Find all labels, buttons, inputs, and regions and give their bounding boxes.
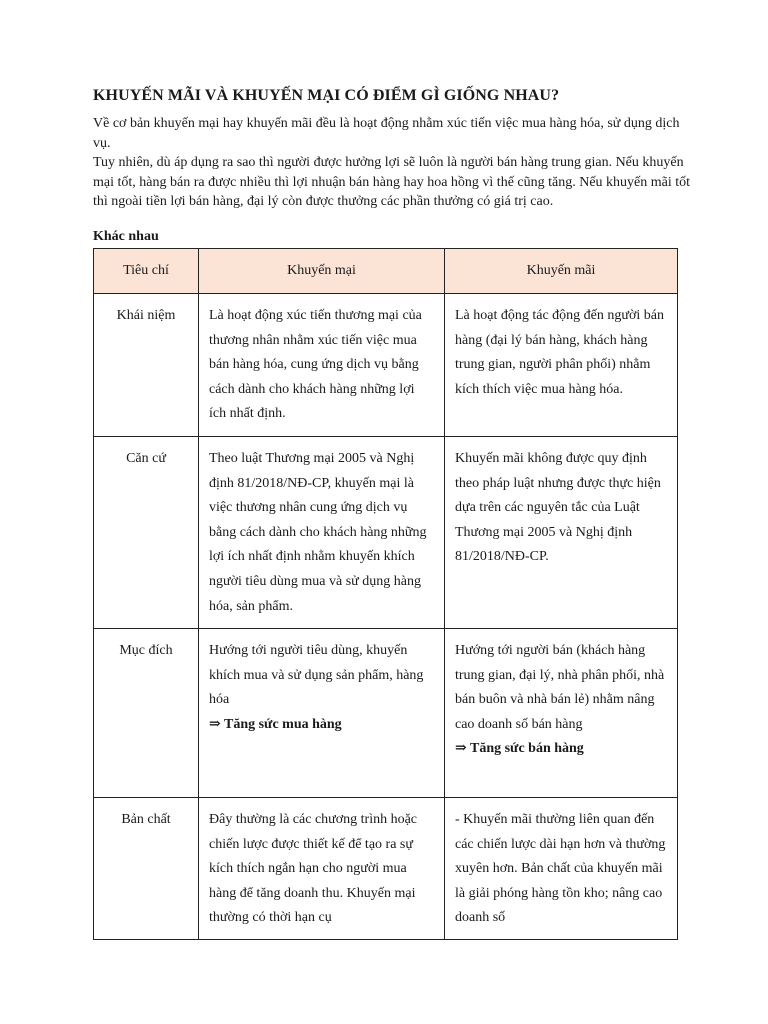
intro-paragraph-2: Tuy nhiên, dù áp dụng ra sao thì người được hưởng lợi sẽ luôn là người bán hàng trung gian. Nếu khuyến mại tốt, hàng bán ra được nhiều thì lợi nhuận bán hàng hay hoa hồng vì thế cũng tăng. Nếu khuyến mãi tốt thì ngoài tiền lợi bán hàng, đại lý còn được thưởng các phần thưởng có giá trị cao. bbox=[93, 155, 691, 209]
table-row bbox=[94, 629, 678, 798]
header-khuyen-mai: Khuyến mại bbox=[199, 249, 445, 294]
intro-text bbox=[93, 114, 693, 212]
row-khuyen-mai-cell bbox=[199, 629, 445, 798]
header-criterion: Tiêu chí bbox=[94, 249, 199, 294]
cell-text: Khuyến mãi không được quy định theo pháp luật nhưng được thực hiện dựa trên các nguyên tắc của Luật Thương mại 2005 và Nghị định 81/2018/NĐ-CP. bbox=[455, 451, 661, 565]
table-row bbox=[94, 798, 678, 940]
cell-conclusion: ⇒ Tăng sức bán hàng bbox=[455, 741, 584, 757]
cell-text: Theo luật Thương mại 2005 và Nghị định 81/2018/NĐ-CP, khuyến mại là việc thương nhân cung ứng dịch vụ bằng cách dành cho khách hàng những lợi ích nhất định nhằm khuyến khích người tiêu dùng mua và sử dụng hàng hóa, sản phẩm. bbox=[209, 451, 427, 614]
row-criterion: Khái niệm bbox=[94, 294, 199, 437]
row-criterion: Bản chất bbox=[94, 798, 199, 940]
table-row bbox=[94, 437, 678, 629]
page-title: KHUYẾN MÃI VÀ KHUYẾN MẠI CÓ ĐIỂM GÌ GIỐNG NHAU? bbox=[93, 87, 560, 104]
cell-text: Hướng tới người bán (khách hàng trung gian, đại lý, nhà phân phối, nhà bán buôn và nhà bán lẻ) nhằm nâng cao doanh số bán hàng bbox=[455, 643, 665, 732]
row-khuyen-mai-cell bbox=[199, 437, 445, 629]
cell-text: Là hoạt động xúc tiến thương mại của thương nhân nhằm xúc tiến việc mua bán hàng hóa, cung ứng dịch vụ bằng cách dành cho khách hàng những lợi ích nhất định. bbox=[209, 308, 422, 422]
row-khuyen-mai-2-cell bbox=[445, 629, 678, 798]
cell-text: Là hoạt động tác động đến người bán hàng (đại lý bán hàng, khách hàng trung gian, người phân phối) nhằm kích thích việc mua hàng hóa. bbox=[455, 308, 664, 397]
row-khuyen-mai-2-cell bbox=[445, 798, 678, 940]
table-row bbox=[94, 294, 678, 437]
row-criterion: Mục đích bbox=[94, 629, 199, 798]
section-subheading: Khác nhau bbox=[93, 229, 159, 244]
row-criterion: Căn cứ bbox=[94, 437, 199, 629]
row-khuyen-mai-2-cell bbox=[445, 437, 678, 629]
intro-paragraph-1: Về cơ bản khuyến mại hay khuyến mãi đều là hoạt động nhằm xúc tiến việc mua hàng hóa, sử dụng dịch vụ. bbox=[93, 116, 680, 151]
cell-text: Hướng tới người tiêu dùng, khuyến khích mua và sử dụng sản phẩm, hàng hóa bbox=[209, 643, 424, 708]
row-khuyen-mai-cell bbox=[199, 294, 445, 437]
table-header-row bbox=[94, 249, 678, 294]
cell-text: - Khuyến mãi thường liên quan đến các chiến lược dài hạn hơn và thường xuyên hơn. Bản chất của khuyến mãi là giải phóng hàng tồn kho; nâng cao doanh số bbox=[455, 812, 666, 926]
row-khuyen-mai-cell bbox=[199, 798, 445, 940]
cell-text: Đây thường là các chương trình hoặc chiến lược được thiết kế để tạo ra sự kích thích ngắn hạn cho người mua hàng để tăng doanh thu. Khuyến mại thường có thời hạn cụ bbox=[209, 812, 418, 926]
comparison-table bbox=[93, 248, 678, 940]
header-khuyen-mai-2: Khuyến mãi bbox=[445, 249, 678, 294]
cell-conclusion: ⇒ Tăng sức mua hàng bbox=[209, 716, 342, 732]
row-khuyen-mai-2-cell bbox=[445, 294, 678, 437]
